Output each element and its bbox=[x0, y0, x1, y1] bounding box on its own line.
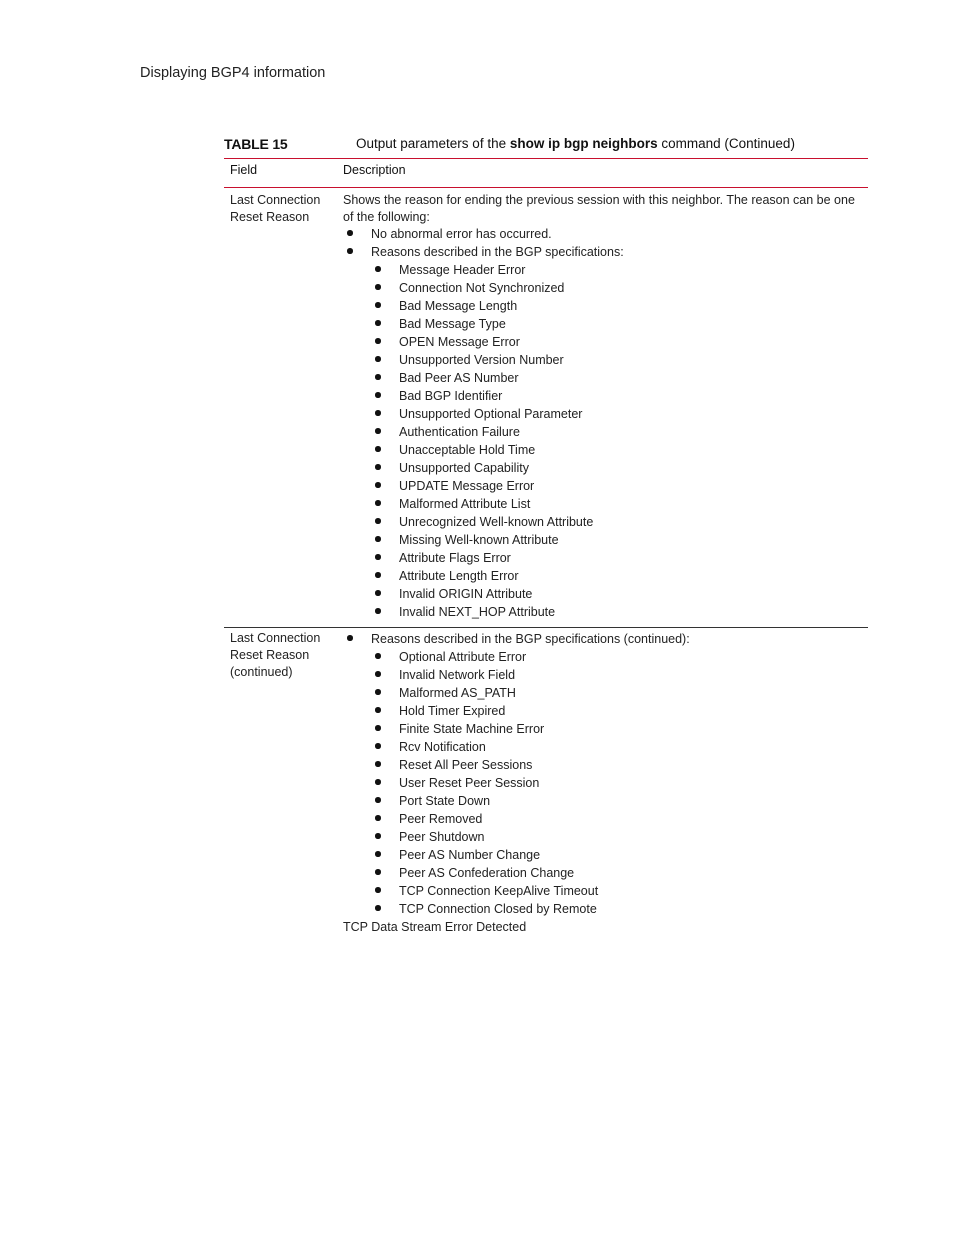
list-item: Bad Message Length bbox=[343, 297, 868, 315]
table-row bbox=[224, 188, 868, 627]
list-item: User Reset Peer Session bbox=[343, 774, 868, 792]
list-item: Reasons described in the BGP specifications (continued): bbox=[343, 630, 868, 648]
list-item: Missing Well-known Attribute bbox=[343, 531, 868, 549]
caption-suffix: command (Continued) bbox=[661, 136, 795, 151]
list-item: TCP Connection KeepAlive Timeout bbox=[343, 882, 868, 900]
list-item: Invalid NEXT_HOP Attribute bbox=[343, 603, 868, 621]
list-item: Authentication Failure bbox=[343, 423, 868, 441]
field-line: Last Connection bbox=[230, 193, 321, 207]
column-header-field: Field bbox=[230, 163, 258, 177]
list-item: TCP Connection Closed by Remote bbox=[343, 900, 868, 918]
list-item: No abnormal error has occurred. bbox=[343, 225, 868, 243]
sub-reason-list bbox=[343, 261, 868, 621]
list-item: Malformed Attribute List bbox=[343, 495, 868, 513]
list-item: Attribute Flags Error bbox=[343, 549, 868, 567]
list-item: Hold Timer Expired bbox=[343, 702, 868, 720]
list-item: Unsupported Version Number bbox=[343, 351, 868, 369]
list-item: Connection Not Synchronized bbox=[343, 279, 868, 297]
table-caption bbox=[224, 134, 868, 158]
table-header-row bbox=[224, 159, 868, 187]
field-cell bbox=[230, 630, 335, 681]
list-item: Unsupported Optional Parameter bbox=[343, 405, 868, 423]
caption-prefix: Output parameters of the bbox=[356, 136, 507, 151]
reason-list bbox=[343, 225, 868, 261]
caption-command: show ip bgp neighbors bbox=[509, 136, 658, 151]
list-item: Unrecognized Well-known Attribute bbox=[343, 513, 868, 531]
list-item: Reasons described in the BGP specifications: bbox=[343, 243, 868, 261]
column-header-description: Description bbox=[343, 163, 406, 177]
list-item: Message Header Error bbox=[343, 261, 868, 279]
list-item: Peer AS Confederation Change bbox=[343, 864, 868, 882]
description-intro: Shows the reason for ending the previous session with this neighbor. The reason can be one of the following: bbox=[343, 193, 855, 224]
description-cell bbox=[343, 192, 868, 621]
list-item: Rcv Notification bbox=[343, 738, 868, 756]
list-item: Peer Shutdown bbox=[343, 828, 868, 846]
list-item: Invalid Network Field bbox=[343, 666, 868, 684]
running-header: Displaying BGP4 information bbox=[140, 65, 326, 81]
field-line: Reset Reason bbox=[230, 210, 310, 224]
table-title bbox=[356, 136, 795, 151]
field-cell bbox=[230, 192, 335, 226]
list-item: Peer AS Number Change bbox=[343, 846, 868, 864]
list-item: Malformed AS_PATH bbox=[343, 684, 868, 702]
description-cell bbox=[343, 630, 868, 936]
trailing-item: TCP Data Stream Error Detected bbox=[343, 920, 527, 934]
list-item: Unacceptable Hold Time bbox=[343, 441, 868, 459]
list-item: Bad Peer AS Number bbox=[343, 369, 868, 387]
list-item: Bad Message Type bbox=[343, 315, 868, 333]
list-item: UPDATE Message Error bbox=[343, 477, 868, 495]
field-line: (continued) bbox=[230, 665, 293, 679]
table-row bbox=[224, 628, 868, 936]
list-item: Reset All Peer Sessions bbox=[343, 756, 868, 774]
list-item: Bad BGP Identifier bbox=[343, 387, 868, 405]
sub-reason-list bbox=[343, 648, 868, 918]
list-item: Unsupported Capability bbox=[343, 459, 868, 477]
list-item: Port State Down bbox=[343, 792, 868, 810]
list-item: Peer Removed bbox=[343, 810, 868, 828]
reason-list bbox=[343, 630, 868, 648]
field-line: Reset Reason bbox=[230, 648, 310, 662]
list-item: Invalid ORIGIN Attribute bbox=[343, 585, 868, 603]
list-item: Finite State Machine Error bbox=[343, 720, 868, 738]
table-number: TABLE 15 bbox=[224, 136, 288, 152]
list-item: OPEN Message Error bbox=[343, 333, 868, 351]
field-line: Last Connection bbox=[230, 631, 321, 645]
list-item: Optional Attribute Error bbox=[343, 648, 868, 666]
list-item: Attribute Length Error bbox=[343, 567, 868, 585]
parameters-table bbox=[224, 134, 868, 936]
